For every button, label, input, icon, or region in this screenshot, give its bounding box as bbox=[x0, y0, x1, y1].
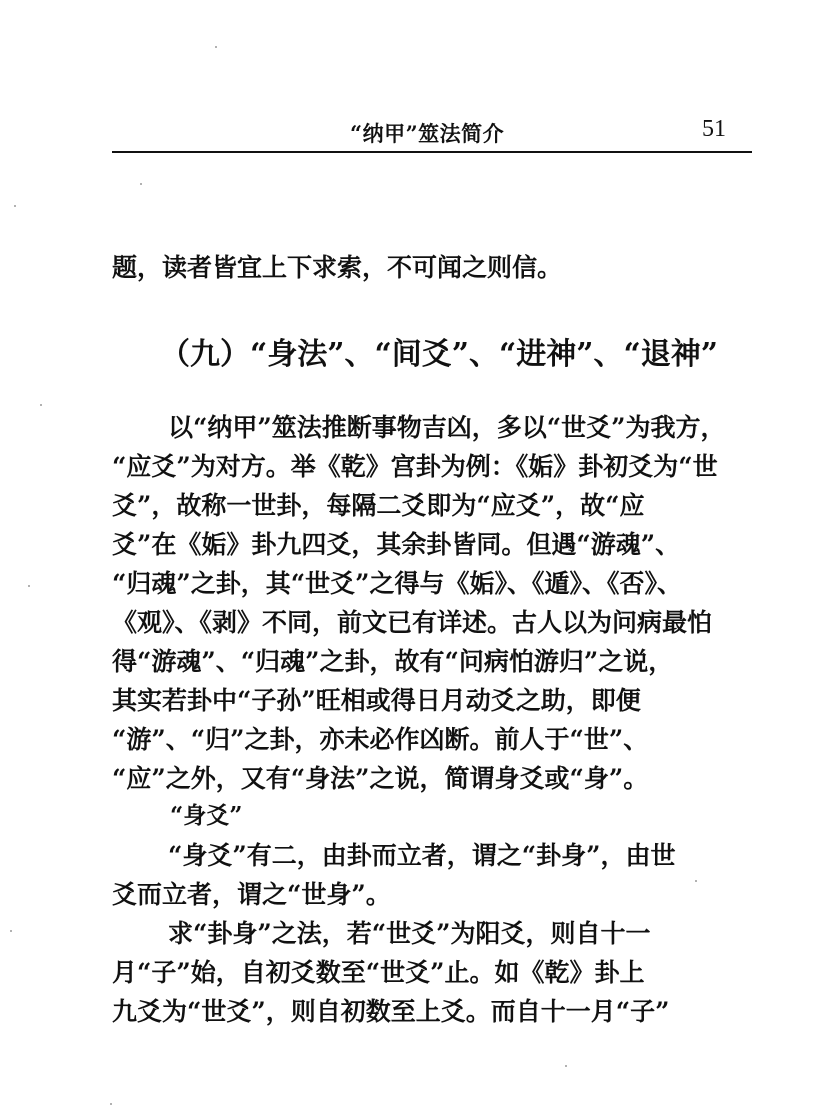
paragraph-line: 九爻为“世爻”，则自初数至上爻。而自十一月“子” bbox=[112, 997, 670, 1026]
paragraph-line: 其实若卦中“子孙”旺相或得日月动爻之助，即便 bbox=[112, 686, 641, 715]
section-heading: （九）“身法”、“间爻”、“进神”、“退神” bbox=[160, 337, 719, 372]
page-number: 51 bbox=[702, 116, 726, 142]
paragraph-line: “游”、“归”之卦，亦未必作凶断。前人于“世”、 bbox=[112, 725, 649, 754]
paragraph-line: “身爻”有二，由卦而立者，谓之“卦身”，由世 bbox=[168, 841, 676, 870]
header-title: “纳甲”筮法简介 bbox=[350, 121, 505, 146]
scan-speck bbox=[40, 404, 42, 406]
running-header bbox=[112, 112, 752, 152]
header-rule bbox=[112, 151, 752, 153]
paragraph-line: “应”之外，又有“身法”之说，简谓身爻或“身”。 bbox=[112, 764, 649, 793]
scan-speck bbox=[140, 183, 142, 185]
scan-speck bbox=[215, 46, 217, 48]
paragraph-line: 爻”，故称一世卦，每隔二爻即为“应爻”，故“应 bbox=[112, 491, 645, 520]
scan-speck bbox=[10, 930, 12, 932]
paragraph-line: 爻而立者，谓之“世身”。 bbox=[112, 880, 391, 909]
scan-speck bbox=[110, 1103, 112, 1105]
paragraph-line: 求“卦身”之法，若“世爻”为阳爻，则自十一 bbox=[168, 919, 651, 948]
scan-speck bbox=[28, 585, 30, 587]
opening-line: 题，读者皆宜上下求索，不可闻之则信。 bbox=[112, 253, 563, 282]
scan-speck bbox=[14, 205, 16, 207]
paragraph-line: “应爻”为对方。举《乾》宫卦为例：《姤》卦初爻为“世 bbox=[112, 452, 718, 481]
paragraph-line: “归魂”之卦，其“世爻”之得与《姤》、《遁》、《否》、 bbox=[112, 569, 683, 598]
paragraph-line: 以“纳甲”筮法推断事物吉凶，多以“世爻”为我方， bbox=[168, 413, 726, 442]
scan-speck bbox=[565, 1065, 567, 1067]
subheading-shen-yao: “身爻” bbox=[170, 802, 243, 829]
paragraph-line: 《观》、《剥》不同，前文已有详述。古人以为问病最怕 bbox=[112, 608, 713, 637]
paragraph-line: 得“游魂”、“归魂”之卦，故有“问病怕游归”之说， bbox=[112, 647, 674, 676]
paragraph-line: 爻”在《姤》卦九四爻，其余卦皆同。但遇“游魂”、 bbox=[112, 530, 681, 559]
scan-speck bbox=[695, 880, 697, 882]
paragraph-line: 月“子”始，自初爻数至“世爻”止。如《乾》卦上 bbox=[112, 958, 645, 987]
